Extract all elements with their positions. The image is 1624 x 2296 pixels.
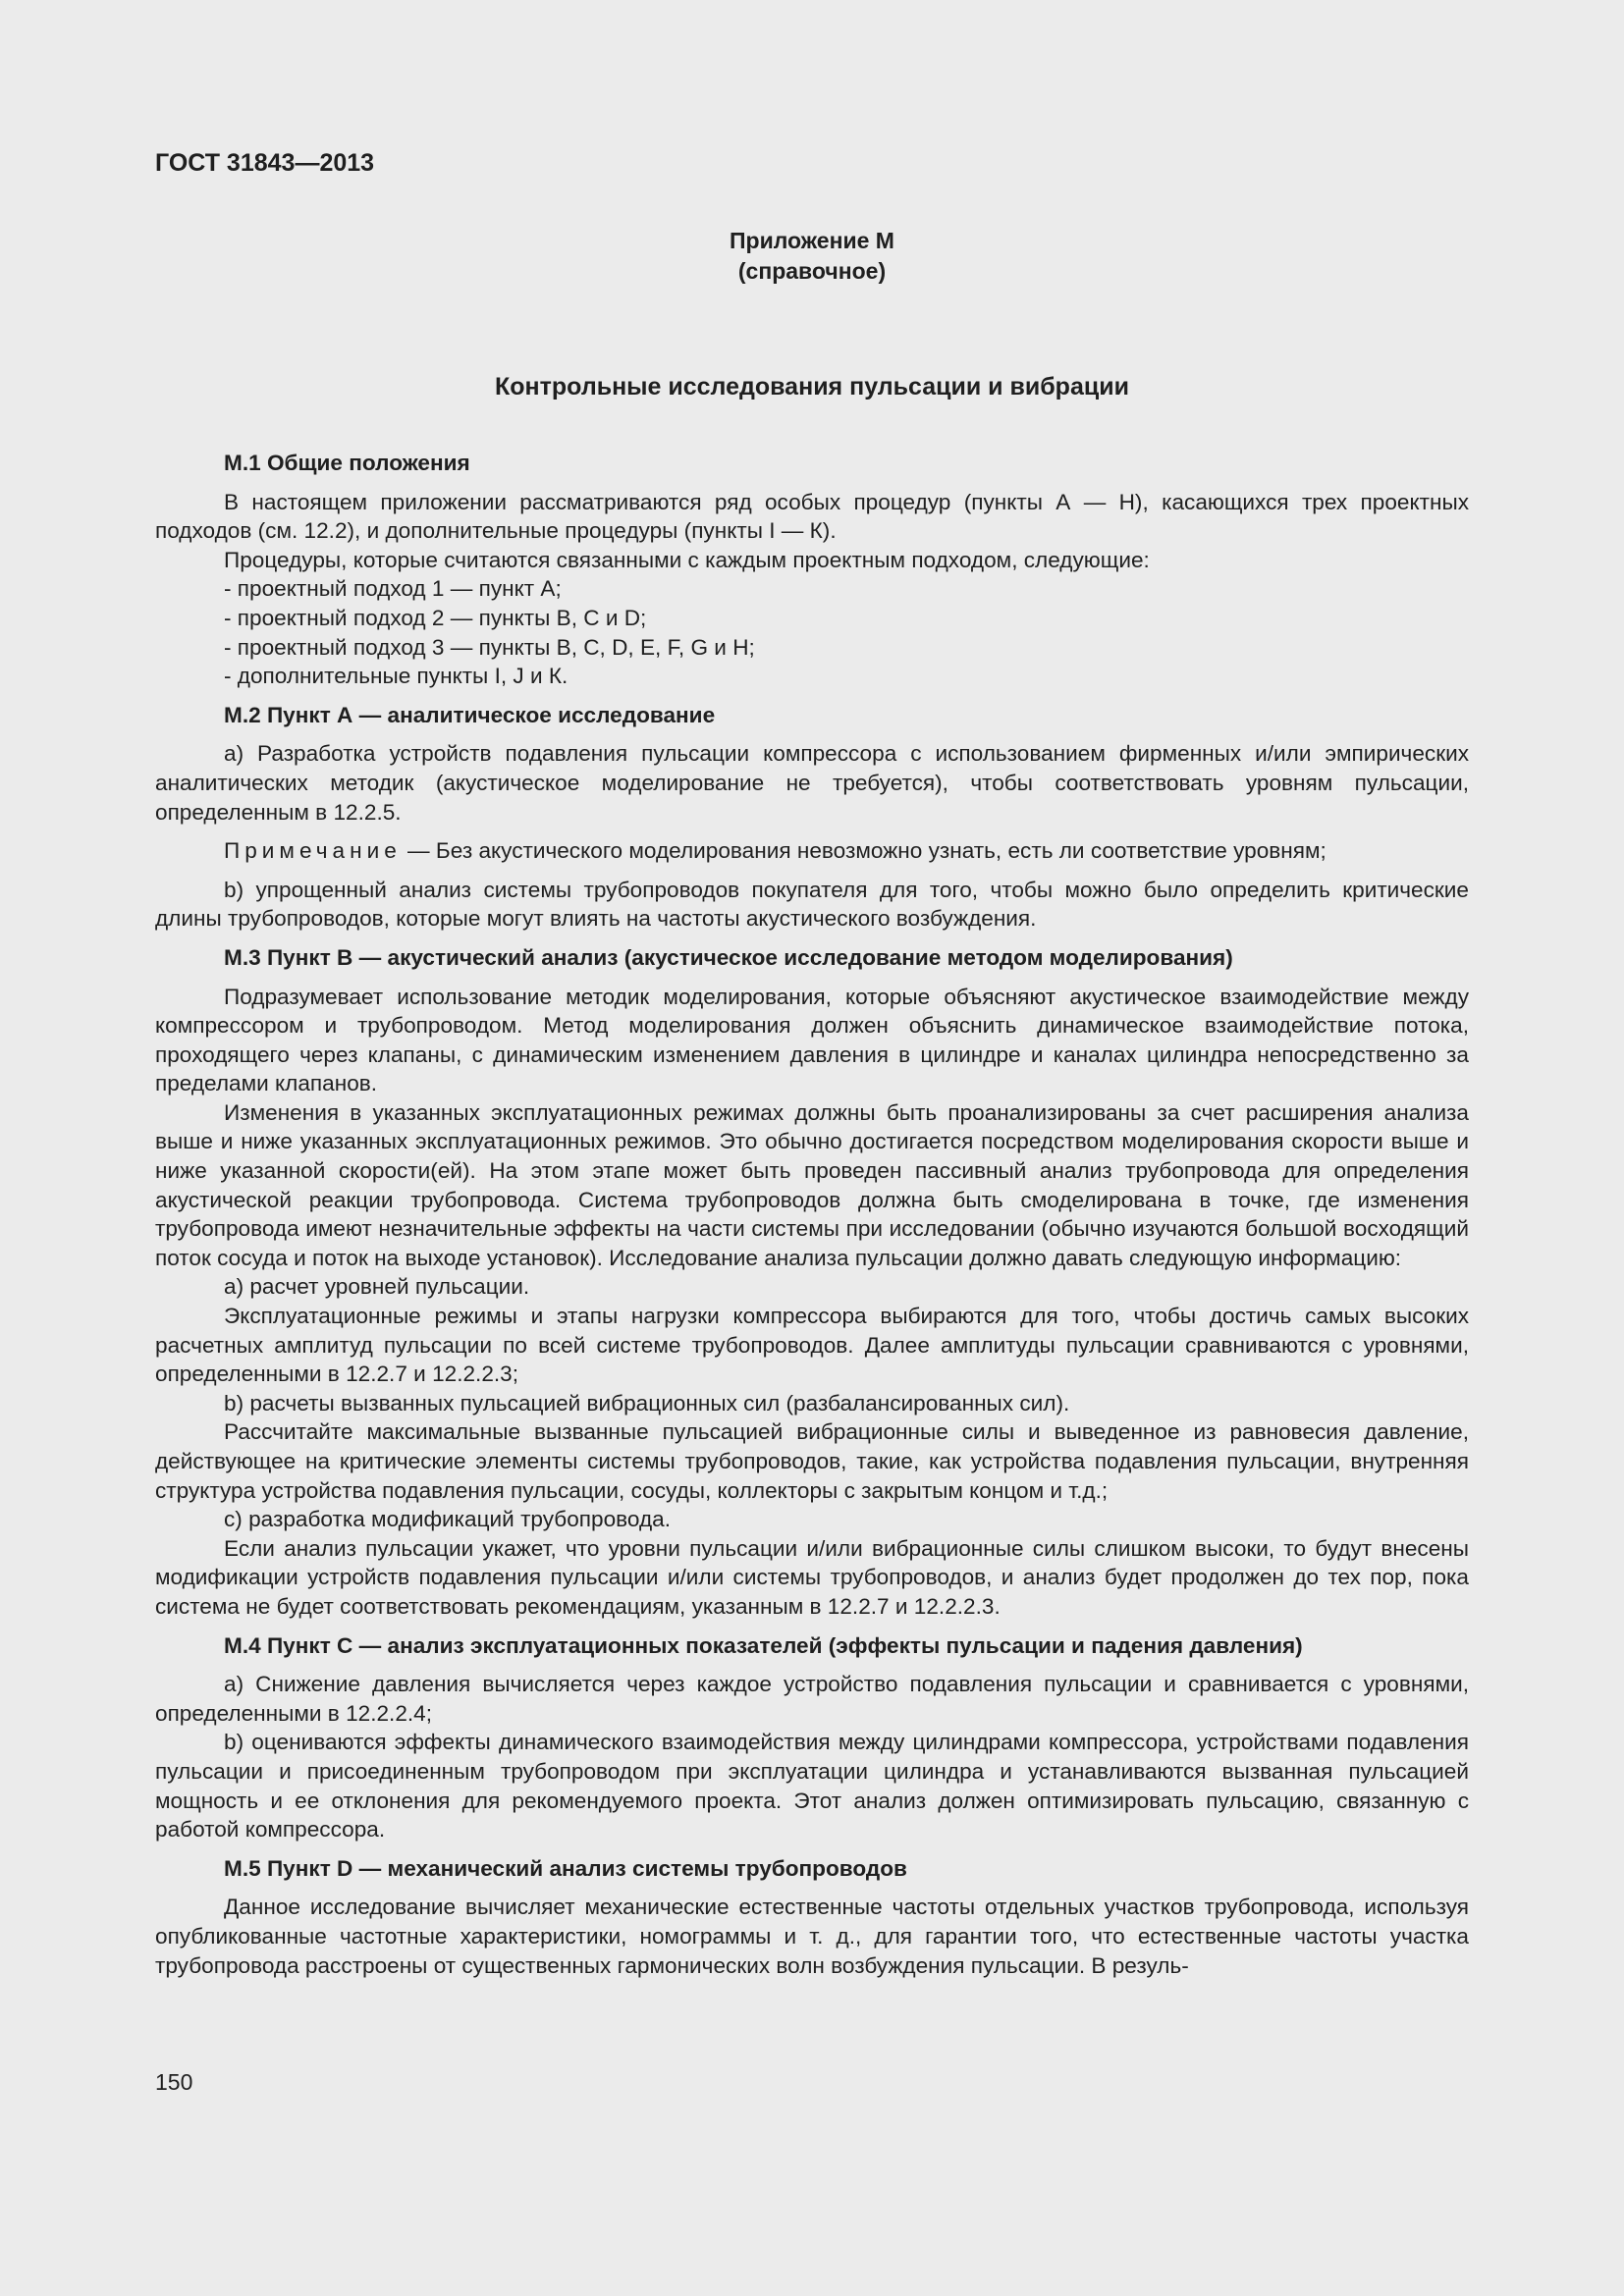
document-title: Контрольные исследования пульсации и вибрации: [495, 373, 1129, 400]
note: [155, 836, 1469, 866]
list-item: - проектный подход 2 — пункты В, С и D;: [224, 605, 647, 630]
section-heading-m5: М.5 Пункт D — механический анализ системы трубопроводов: [224, 1855, 907, 1881]
note-label: Примечание: [224, 838, 402, 864]
paragraph: Данное исследование вычисляет механические естественные частоты отдельных участков трубопровода, используя опубликованные частотные характеристики, номограммы и т. д., для гарантии того, что естественные частоты участка трубопровода расстроены от существенных гармонических волн возбуждения пульсации. В резуль-: [155, 1895, 1469, 1978]
page-number: 150: [155, 2069, 193, 2095]
section-heading-m3: М.3 Пункт В — акустический анализ (акустическое исследование методом моделирования): [224, 944, 1233, 970]
section-heading-m4: М.4 Пункт С — анализ эксплуатационных показателей (эффекты пульсации и падения давления): [224, 1632, 1303, 1658]
paragraph: Процедуры, которые считаются связанными с каждым проектным подходом, следующие:: [224, 547, 1150, 572]
paragraph: Если анализ пульсации укажет, что уровни пульсации и/или вибрационные силы слишком высоки, то будут внесены модификации устройств подавления пульсации и/или системы трубопроводов, и анализ будет продолжен до тех пор, пока система не будет соответствовать рекомендациям, указанным в 12.2.7 и 12.2.2.3.: [155, 1535, 1469, 1619]
paragraph: В настоящем приложении рассматриваются ряд особых процедур (пункты А — Н), касающихся трех проектных подходов (см. 12.2), и дополнительные процедуры (пункты I — К).: [155, 489, 1469, 544]
paragraph: а) Снижение давления вычисляется через каждое устройство подавления пульсации и сравнивается с уровнями, определенными в 12.2.2.4;: [155, 1672, 1469, 1726]
paragraph: b) расчеты вызванных пульсацией вибрационных сил (разбалансированных сил).: [224, 1390, 1070, 1415]
paragraph: а) расчет уровней пульсации.: [224, 1274, 530, 1300]
paragraph: Подразумевает использование методик моделирования, которые объясняют акустическое взаимодействие между компрессором и трубопроводом. Метод моделирования должен объяснить динамическое взаимодействие потока, проходящего через клапаны, с динамическим изменением давления в цилиндре и каналах цилиндра непосредственно за пределами клапанов.: [155, 984, 1469, 1096]
appendix-type: (справочное): [737, 258, 887, 284]
note-text: — Без акустического моделирования невозможно узнать, есть ли соответствие уровням;: [401, 838, 1326, 864]
paragraph: Изменения в указанных эксплуатационных режимах должны быть проанализированы за счет расширения анализа выше и ниже указанных эксплуатационных режимов. Это обычно достигается посредством моделирования скорости выше и ниже указанной скорости(ей). На этом этапе может быть проведен пассивный анализ трубопровода для определения акустической реакции трубопровода. Система трубопроводов должна быть смоделирована в точке, где изменения трубопровода имеют незначительные эффекты на части системы при исследовании (обычно изучаются большой восходящий поток сосуда и поток на выходе установок). Исследование анализа пульсации должно давать следующую информацию:: [155, 1099, 1469, 1270]
paragraph: b) упрощенный анализ системы трубопроводов покупателя для того, чтобы можно было определить критические длины трубопроводов, которые могут влиять на частоты акустического возбуждения.: [155, 877, 1469, 932]
paragraph: b) оцениваются эффекты динамического взаимодействия между цилиндрами компрессора, устройствами подавления пульсации и присоединенным трубопроводом при эксплуатации цилиндра и устанавливаются вызванная пульсацией мощность и ее отклонения для рекомендуемого проекта. Этот анализ должен оптимизировать пульсацию, связанную с работой компрессора.: [155, 1730, 1469, 1842]
list-item: - проектный подход 1 — пункт А;: [224, 576, 562, 602]
appendix-label: [0, 226, 1624, 287]
appendix-line: Приложение М: [730, 228, 894, 253]
list-item: - проектный подход 3 — пункты В, С, D, Е, F, G и Н;: [224, 634, 755, 660]
document-code: ГОСТ 31843—2013: [155, 149, 375, 177]
paragraph: с) разработка модификаций трубопровода.: [224, 1507, 671, 1532]
section-heading-m1: М.1 Общие положения: [224, 451, 470, 475]
list-item: - дополнительные пункты I, J и К.: [224, 664, 568, 689]
document-body: [155, 449, 1469, 1980]
paragraph: а) Разработка устройств подавления пульсации компрессора с использованием фирменных и/или эмпирических аналитических методик (акустическое моделирование не требуется), чтобы соответствовать уровням пульсации, определенным в 12.2.5.: [155, 741, 1469, 825]
paragraph: Рассчитайте максимальные вызванные пульсацией вибрационные силы и выведенное из равновесия давление, действующее на критические элементы системы трубопроводов, такие, как устройства подавления пульсации, внутренняя структура устройства подавления пульсации, сосуды, коллекторы с закрытым концом и т.д.;: [155, 1419, 1469, 1503]
paragraph: Эксплуатационные режимы и этапы нагрузки компрессора выбираются для того, чтобы достичь самых высоких расчетных амплитуд пульсации по всей системе трубопроводов. Далее амплитуды пульсации сравниваются с уровнями, определенными в 12.2.7 и 12.2.2.3;: [155, 1304, 1469, 1387]
section-heading-m2: М.2 Пункт А — аналитическое исследование: [224, 702, 716, 727]
